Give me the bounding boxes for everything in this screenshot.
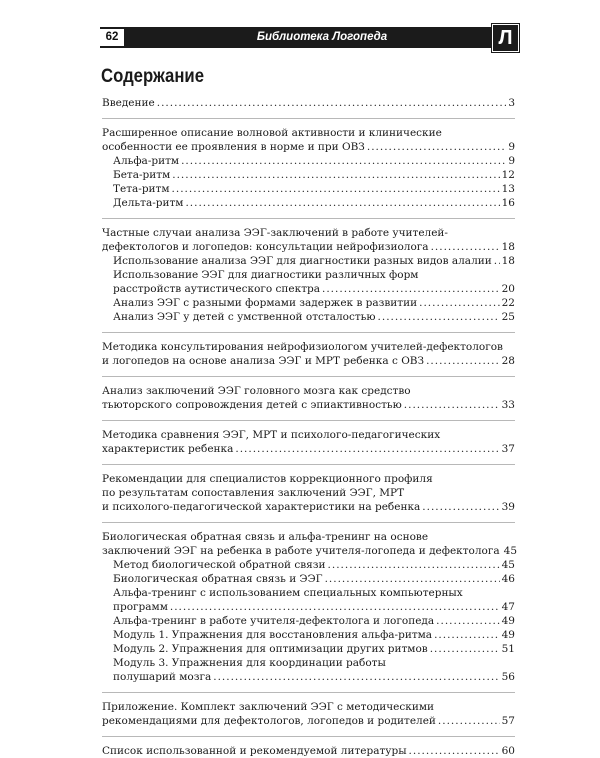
- entry-page-number: 9: [508, 141, 515, 153]
- toc-subentry: [102, 196, 515, 210]
- toc-line: [102, 530, 515, 544]
- toc-subentry: [102, 296, 515, 310]
- toc-subentry: [102, 310, 515, 324]
- entry-page-number: 39: [501, 501, 515, 513]
- toc-line: [102, 544, 518, 558]
- entry-page-number: 49: [501, 629, 515, 641]
- entry-title-line: Использование ЭЭГ для диагностики различных форм: [113, 269, 419, 281]
- toc-line: [113, 254, 515, 268]
- entry-title-line: Биологическая обратная связь и альфа-тренинг на основе: [102, 531, 429, 543]
- dot-leader: [213, 670, 499, 684]
- entry-page-number: 3: [508, 97, 515, 109]
- page-number: 62: [100, 29, 124, 46]
- toc-subentry: [102, 182, 515, 196]
- entry-page-number: 60: [501, 745, 515, 757]
- dot-leader: [419, 296, 500, 310]
- toc-group: [102, 522, 518, 684]
- entry-title-line: программ: [113, 601, 168, 613]
- toc-line: [102, 744, 515, 758]
- toc-entry: [102, 96, 515, 110]
- toc-subentry: [102, 586, 515, 614]
- entry-page-number: 18: [501, 241, 515, 253]
- toc-line: [113, 558, 515, 572]
- entry-title-line: Метод биологической обратной связи: [113, 559, 326, 571]
- entry-title-line: Методика сравнения ЭЭГ, МРТ и психолого-педагогических: [102, 429, 441, 441]
- entry-page-number: 28: [501, 355, 515, 367]
- entry-title-line: тьюторского сопровождения детей с эпиактивностью: [102, 399, 402, 411]
- entry-page-number: 57: [501, 715, 515, 727]
- entry-title-line: Альфа-ритм: [113, 155, 180, 167]
- toc-line: [113, 586, 515, 600]
- entry-page-number: 51: [501, 643, 515, 655]
- entry-page-number: 46: [501, 573, 515, 585]
- dot-leader: [325, 572, 500, 586]
- entry-title-line: Введение: [102, 97, 155, 109]
- running-header: [100, 27, 520, 48]
- toc-entry: [102, 428, 515, 456]
- toc-entry: [102, 530, 518, 558]
- entry-title-line: Анализ ЭЭГ с разными формами задержек в развитии: [113, 297, 418, 309]
- dot-leader: [170, 600, 500, 614]
- toc-subentry: [102, 268, 515, 296]
- dot-leader: [328, 558, 500, 572]
- toc-subentry: [102, 642, 515, 656]
- entry-title-line: Приложение. Комплект заключений ЭЭГ с методическими: [102, 701, 434, 713]
- toc-line: [102, 500, 515, 514]
- logo-letter: Л: [492, 24, 519, 52]
- toc-subentry: [102, 656, 515, 684]
- toc-line: [113, 572, 515, 586]
- entry-page-number: 47: [501, 601, 515, 613]
- entry-title-line: Модуль 2. Упражнения для оптимизации других ритмов: [113, 643, 428, 655]
- toc-line: [113, 600, 515, 614]
- entry-title-line: по результатам сопоставления заключений ЭЭГ, МРТ: [102, 487, 405, 499]
- toc-line: [102, 398, 515, 412]
- toc-line: [102, 428, 515, 442]
- toc-line: [102, 140, 515, 154]
- toc-line: [113, 642, 515, 656]
- entry-title-line: полушарий мозга: [113, 671, 212, 683]
- entry-title-line: Бета-ритм: [113, 169, 171, 181]
- entry-title-line: рекомендациями для дефектологов, логопедов и родителей: [102, 715, 436, 727]
- toc-entry: [102, 700, 515, 728]
- entry-title-line: Рекомендации для специалистов коррекционного профиля: [102, 473, 433, 485]
- entry-title-line: Расширенное описание волновой активности и клинические: [102, 127, 442, 139]
- entry-title-line: Дельта-ритм: [113, 197, 184, 209]
- toc-subentry: [102, 628, 515, 642]
- toc-line: [113, 282, 515, 296]
- toc-group: [102, 376, 515, 412]
- entry-title-line: расстройств аутистического спектра: [113, 283, 320, 295]
- entry-title-line: особенности ее проявления в норме и при ОВЗ: [102, 141, 365, 153]
- toc-line: [113, 614, 515, 628]
- dot-leader: [422, 500, 499, 514]
- toc-entry: [102, 384, 515, 412]
- dot-leader: [436, 614, 499, 628]
- entry-title-line: Методика консультирования нейрофизиологом учителей-дефектологов: [102, 341, 503, 353]
- dot-leader: [494, 254, 500, 268]
- toc-title: Содержание: [101, 66, 205, 87]
- entry-title-line: Модуль 3. Упражнения для координации работы: [113, 657, 386, 669]
- toc-line: [102, 384, 515, 398]
- dot-leader: [322, 282, 500, 296]
- toc-group: [102, 96, 515, 110]
- entry-title-line: заключений ЭЭГ на ребенка в работе учителя-логопеда и дефектолога: [102, 545, 500, 557]
- entry-page-number: 9: [508, 155, 515, 167]
- entry-title-line: Модуль 1. Упражнения для восстановления альфа-ритма: [113, 629, 433, 641]
- entry-title-line: Тета-ритм: [113, 183, 170, 195]
- entry-page-number: 16: [501, 197, 515, 209]
- dot-leader: [235, 442, 499, 456]
- toc-group: [102, 420, 515, 456]
- toc-subentry: [102, 154, 515, 168]
- dot-leader: [378, 310, 500, 324]
- toc-entry: [102, 226, 515, 254]
- toc-line: [102, 126, 515, 140]
- toc-line: [113, 196, 515, 210]
- toc-line: [102, 240, 515, 254]
- entry-title-line: Использование анализа ЭЭГ для диагностики разных видов алалии: [113, 255, 492, 267]
- entry-page-number: 49: [501, 615, 515, 627]
- toc-group: [102, 736, 515, 758]
- entry-title-line: характеристик ребенка: [102, 443, 234, 455]
- toc-entry: [102, 472, 515, 514]
- toc-line: [102, 442, 515, 456]
- toc-line: [102, 226, 515, 240]
- toc-entry: [102, 744, 515, 758]
- entry-title-line: Анализ ЭЭГ у детей с умственной отсталостью: [113, 311, 376, 323]
- dot-leader: [172, 168, 499, 182]
- entry-page-number: 22: [501, 297, 515, 309]
- toc-group: [102, 332, 515, 368]
- toc-line: [113, 154, 515, 168]
- entry-title-line: Альфа-тренинг с использованием специальных компьютерных: [113, 587, 463, 599]
- entry-page-number: 13: [501, 183, 515, 195]
- dot-leader: [181, 154, 506, 168]
- toc-entry: [102, 340, 515, 368]
- toc-line: [102, 340, 515, 354]
- entry-page-number: 56: [501, 671, 515, 683]
- toc-line: [113, 296, 515, 310]
- entry-page-number: 45: [501, 559, 515, 571]
- dot-leader: [157, 96, 507, 110]
- toc-subentry: [102, 572, 515, 586]
- entry-page-number: 18: [501, 255, 515, 267]
- toc-line: [113, 310, 515, 324]
- toc-entry: [102, 126, 515, 154]
- dot-leader: [431, 240, 500, 254]
- dot-leader: [438, 714, 500, 728]
- entry-title-line: Список использованной и рекомендуемой литературы: [102, 745, 407, 757]
- toc-line: [113, 628, 515, 642]
- toc-line: [102, 714, 515, 728]
- toc-group: [102, 464, 515, 514]
- entry-title-line: Биологическая обратная связь и ЭЭГ: [113, 573, 323, 585]
- entry-page-number: 45: [503, 545, 518, 557]
- toc-line: [102, 472, 515, 486]
- entry-page-number: 33: [501, 399, 515, 411]
- entry-page-number: 20: [501, 283, 515, 295]
- toc-subentry: [102, 254, 515, 268]
- dot-leader: [409, 744, 500, 758]
- dot-leader: [426, 354, 500, 368]
- toc-subentry: [102, 558, 515, 572]
- entry-page-number: 37: [501, 443, 515, 455]
- toc-line: [113, 268, 515, 282]
- entry-title-line: дефектологов и логопедов: консультации нейрофизиолога: [102, 241, 429, 253]
- dot-leader: [434, 628, 500, 642]
- dot-leader: [185, 196, 499, 210]
- toc-line: [113, 656, 515, 670]
- toc-line: [102, 96, 515, 110]
- library-title: Библиотека Логопеда: [256, 31, 388, 43]
- toc-line: [102, 486, 515, 500]
- toc-line: [113, 168, 515, 182]
- table-of-contents: [102, 96, 518, 758]
- toc-line: [102, 700, 515, 714]
- toc-group: [102, 218, 515, 324]
- toc-subentry: [102, 614, 515, 628]
- entry-title-line: Частные случаи анализа ЭЭГ-заключений в работе учителей-: [102, 227, 448, 239]
- entry-title-line: Анализ заключений ЭЭГ головного мозга как средство: [102, 385, 411, 397]
- entry-page-number: 12: [501, 169, 515, 181]
- dot-leader: [172, 182, 500, 196]
- entry-page-number: 25: [501, 311, 515, 323]
- entry-title-line: и психолого-педагогической характеристики на ребенка: [102, 501, 421, 513]
- toc-group: [102, 118, 515, 210]
- toc-line: [113, 670, 515, 684]
- entry-title-line: и логопедов на основе анализа ЭЭГ и МРТ ребенка с ОВЗ: [102, 355, 425, 367]
- toc-subentry: [102, 168, 515, 182]
- entry-title-line: Альфа-тренинг в работе учителя-дефектолога и логопеда: [113, 615, 435, 627]
- dot-leader: [404, 398, 500, 412]
- toc-line: [102, 354, 515, 368]
- dot-leader: [367, 140, 506, 154]
- dot-leader: [430, 642, 500, 656]
- toc-line: [113, 182, 515, 196]
- toc-group: [102, 692, 515, 728]
